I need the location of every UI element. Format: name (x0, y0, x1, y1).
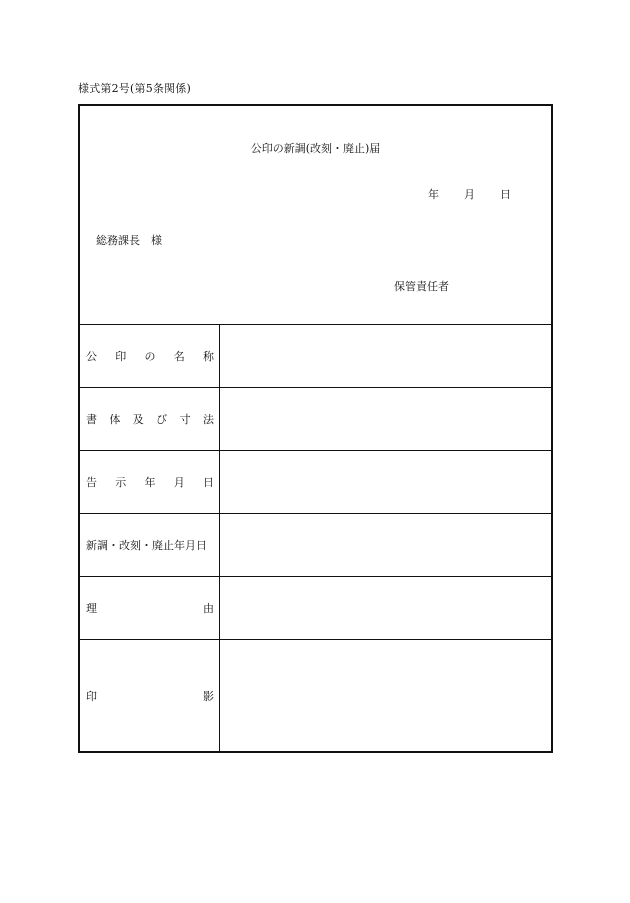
date-day: 日 (500, 188, 511, 201)
typeface-size-field[interactable] (220, 388, 551, 450)
label-char: 示 (115, 476, 127, 489)
row-change-date (80, 514, 551, 577)
row-seal-impression (80, 640, 551, 751)
label-char: 印 (86, 689, 97, 703)
seal-impression-field[interactable] (220, 640, 551, 751)
label-char: 年 (144, 476, 156, 489)
label-char: 影 (203, 689, 214, 703)
custodian-label: 保管責任者 (394, 280, 449, 293)
document-title: 公印の新調(改刻・廃止)届 (250, 142, 381, 155)
label-char: 法 (202, 413, 214, 426)
row-reason (80, 577, 551, 640)
label-char: び (156, 413, 168, 426)
reason-field[interactable] (220, 577, 551, 639)
form-header (80, 106, 551, 325)
label-char: 称 (203, 350, 214, 363)
row-seal-name (80, 325, 551, 388)
label-char: 印 (115, 350, 127, 363)
row-notice-date (80, 451, 551, 514)
label-char: の (144, 350, 156, 363)
label-char: 由 (203, 602, 214, 615)
label-char: 書 (86, 413, 97, 426)
date-year: 年 (428, 188, 439, 201)
row-label (80, 388, 220, 450)
label-char: 月 (173, 476, 185, 489)
row-label (80, 325, 220, 387)
form-rows (80, 325, 551, 751)
row-typeface-size (80, 388, 551, 451)
label-char: 寸 (179, 413, 191, 426)
label-char: 名 (173, 350, 185, 363)
seal-name-field[interactable] (220, 325, 551, 387)
addressee: 総務課長 様 (96, 234, 162, 247)
date-month: 月 (464, 188, 475, 201)
label-char: 及 (132, 413, 144, 426)
label-char: 体 (109, 413, 121, 426)
label-char: 告 (86, 476, 97, 489)
label-char: 公 (86, 350, 97, 363)
row-label (80, 577, 220, 639)
label-char: 日 (203, 476, 214, 489)
notification-form (78, 104, 553, 753)
label-text: 新調・改刻・廃止年月日 (86, 539, 207, 552)
form-number: 様式第2号(第5条関係) (78, 82, 191, 95)
row-label (80, 514, 220, 576)
row-label (80, 451, 220, 513)
change-date-field[interactable] (220, 514, 551, 576)
row-label (80, 640, 220, 751)
notice-date-field[interactable] (220, 451, 551, 513)
date-line (428, 186, 536, 202)
label-char: 理 (86, 602, 97, 615)
